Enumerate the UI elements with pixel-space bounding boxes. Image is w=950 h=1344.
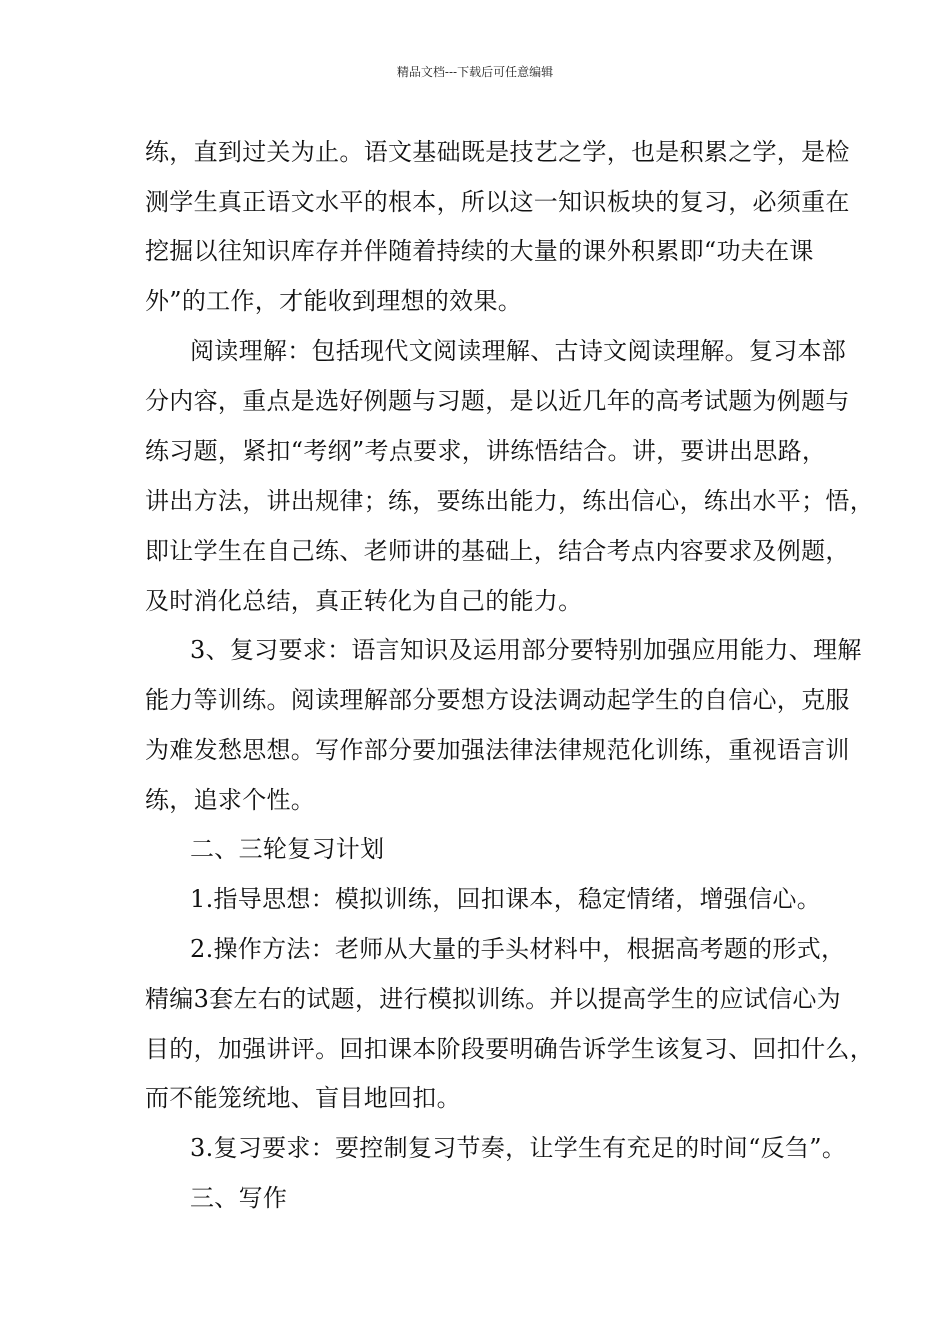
section-heading: 三、写作	[190, 1184, 288, 1212]
body-line: 及时消化总结，真正转化为自己的能力。	[145, 587, 583, 615]
body-line: 外”的工作，才能收到理想的效果。	[145, 287, 523, 315]
paragraph-start-line: 3.复习要求：要控制复习节奏，让学生有充足的时间“反刍”。	[190, 1134, 847, 1162]
paragraph-start-line: 1.指导思想：模拟训练，回扣课本，稳定情绪，增强信心。	[190, 885, 821, 913]
body-line: 分内容，重点是选好例题与习题，是以近几年的高考试题为例题与	[145, 387, 850, 415]
body-line: 而不能笼统地、盲目地回扣。	[145, 1084, 461, 1112]
body-line: 练习题，紧扣“考纲”考点要求，讲练悟结合。讲，要讲出思路，	[145, 437, 827, 465]
body-line: 能力等训练。阅读理解部分要想方设法调动起学生的自信心，克服	[145, 686, 850, 714]
section-heading: 二、三轮复习计划	[190, 835, 385, 863]
page-header: 精品文档---下载后可任意编辑	[396, 65, 554, 79]
paragraph-start-line: 阅读理解：包括现代文阅读理解、古诗文阅读理解。复习本部	[190, 337, 847, 365]
paragraph-start-line: 2.操作方法：老师从大量的手头材料中，根据高考题的形式，	[190, 935, 846, 963]
body-line: 挖掘以往知识库存并伴随着持续的大量的课外积累即“功夫在课	[145, 237, 814, 265]
body-line: 为难发愁思想。写作部分要加强法律法律规范化训练，重视语言训	[145, 736, 850, 764]
paragraph-start-line: 3、复习要求：语言知识及运用部分要特别加强应用能力、理解	[190, 636, 862, 664]
body-line: 目的，加强讲评。回扣课本阶段要明确告诉学生该复习、回扣什么，	[145, 1035, 874, 1063]
body-line: 精编3套左右的试题，进行模拟训练。并以提高学生的应试信心为	[145, 985, 841, 1013]
body-line: 讲出方法，讲出规律；练，要练出能力，练出信心，练出水平；悟，	[145, 487, 874, 515]
body-line: 练，直到过关为止。语文基础既是技艺之学，也是积累之学，是检	[145, 138, 850, 166]
body-line: 练，追求个性。	[145, 786, 316, 814]
body-line: 测学生真正语文水平的根本，所以这一知识板块的复习，必须重在	[145, 188, 850, 216]
body-line: 即让学生在自己练、老师讲的基础上，结合考点内容要求及例题，	[145, 537, 850, 565]
